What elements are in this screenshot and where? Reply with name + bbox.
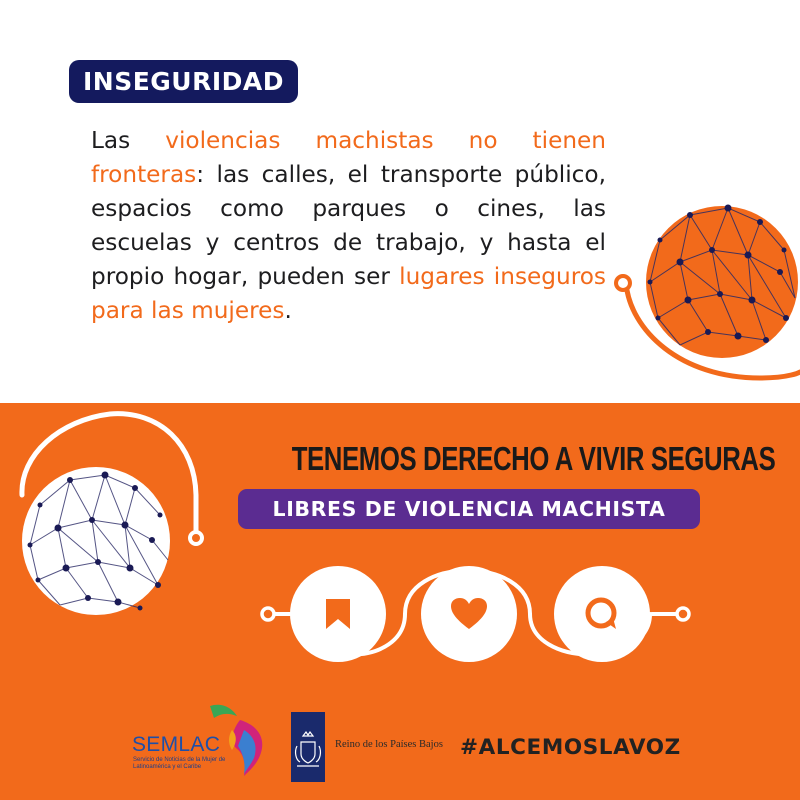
body-paragraph: [91, 124, 606, 328]
semlac-wordmark: SEMLAC: [132, 733, 221, 756]
netherlands-kingdom-label: Reino de los Países Bajos: [335, 739, 443, 750]
bookmark-icon-circle: [290, 566, 386, 662]
section-title-badge: INSEGURIDAD: [69, 60, 298, 103]
semlac-tagline: Servicio de Noticias de la Mujer de Latinoamérica y el Caribe: [133, 757, 226, 770]
bookmark-icon: [323, 597, 353, 631]
chat-bubble-icon: [584, 596, 620, 632]
paragraph-text: : las calles, el transporte público, espacios como parques o cines, las escuelas y centros de trabajo, y hasta el propio hogar, pueden ser: [91, 161, 606, 290]
paragraph-highlight: violencias machistas no tienen fronteras: [91, 127, 606, 188]
heart-icon: [450, 597, 488, 631]
chat-bubble-icon-circle: [554, 566, 650, 662]
paragraph-text: .: [284, 297, 292, 324]
netherlands-coat-of-arms-logo: [291, 712, 325, 782]
campaign-subheadline-badge: LIBRES DE VIOLENCIA MACHISTA: [238, 489, 700, 529]
campaign-hashtag: #ALCEMOSLAVOZ: [460, 735, 681, 760]
paragraph-text: Las: [91, 127, 166, 154]
paragraph-highlight: lugares inseguros para las mujeres: [91, 263, 606, 324]
heart-icon-circle: [421, 566, 517, 662]
campaign-headline: TENEMOS DERECHO A VIVIR SEGURAS: [291, 440, 776, 477]
